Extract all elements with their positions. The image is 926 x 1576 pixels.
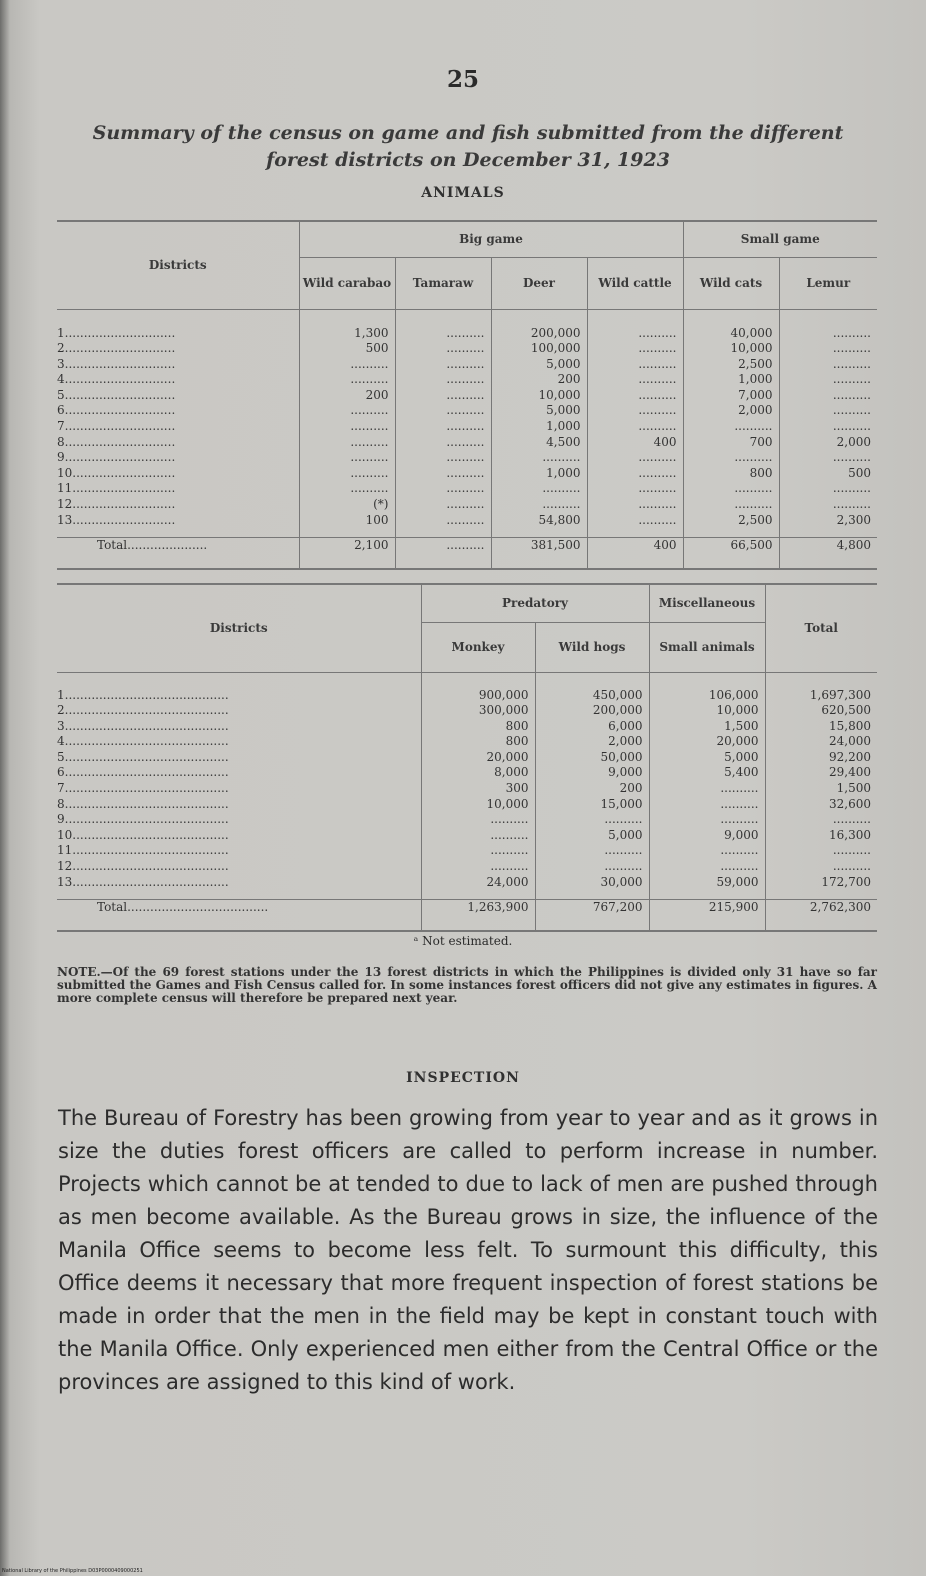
total-monkey: 1,263,900 (421, 899, 535, 931)
big-small-game-table (57, 220, 877, 570)
wild-carabao-header: Wild carabao (299, 257, 395, 309)
small-animals-header: Small animals (649, 622, 765, 672)
footer-credit: National Library of the Philippines D03P0000409000251 (2, 1568, 143, 1574)
total-header: Total (765, 584, 877, 672)
monkey-values: 900,000 300,000 800 800 20,000 8,000 300 10,000 .......... .......... .......... .......... 24,000 (421, 672, 535, 899)
total-lemur: 4,800 (779, 537, 877, 569)
districts-header: Districts (57, 221, 299, 309)
district-list: 1............................. 2............................. 3............................. 4............................. 5............................. 6............................. 7............................. 8............................. 9............................. 10........................... 11........................... 12........................... 13........................... (57, 325, 176, 527)
districts-header: Districts (57, 584, 421, 672)
page-number: 25 (446, 66, 479, 93)
wild-cattle-header: Wild cattle (587, 257, 683, 309)
footnote: ᵃ Not estimated. (413, 934, 513, 948)
tamaraw-values: .......... .......... .......... .......... .......... .......... .......... .......... .......... .......... .......... .......... .......... (395, 309, 491, 537)
total-label: Total..................................... (57, 899, 421, 931)
miscellaneous-header: Miscellaneous (649, 584, 765, 622)
caption-line-1: Summary of the census on game and fish submitted from the different (92, 122, 844, 144)
wild-cattle-values: .......... .......... .......... .......... .......... .......... .......... 400 .......... .......... .......... .......... .......... (587, 309, 683, 537)
wild-hogs-values: 450,000 200,000 6,000 2,000 50,000 9,000 200 15,000 .......... 5,000 .......... .......... 30,000 (535, 672, 649, 899)
big-game-header: Big game (299, 221, 683, 257)
total-deer: 381,500 (491, 537, 587, 569)
total-wild-hogs: 767,200 (535, 899, 649, 931)
monkey-header: Monkey (421, 622, 535, 672)
wild-hogs-header: Wild hogs (535, 622, 649, 672)
section-inspection-heading: INSPECTION (406, 1070, 520, 1086)
wild-cats-values: 40,000 10,000 2,500 1,000 7,000 2,000 .......... 700 .......... 800 .......... .......... 2,500 (683, 309, 779, 537)
lemur-header: Lemur (779, 257, 877, 309)
total-values: 1,697,300 620,500 15,800 24,000 92,200 29,400 1,500 32,600 .......... 16,300 .......... .......... 172,700 (765, 672, 877, 899)
total-row (57, 537, 877, 569)
caption-line-2: forest districts on December 31, 1923 (266, 149, 670, 171)
total-wild-cats: 66,500 (683, 537, 779, 569)
total-label: Total..................... (57, 537, 299, 569)
deer-header: Deer (491, 257, 587, 309)
lemur-values: .......... .......... .......... .......... .......... .......... .......... 2,000 .......... 500 .......... .......... 2,300 (779, 309, 877, 537)
note-paragraph: NOTE.—Of the 69 forest stations under the 13 forest districts in which the Philippines is divided only 31 have so far submitted the Games and Fish Census called for. In some instances forest officers did not give any estimates in figures. A more complete census will therefore be prepared next year. (57, 965, 877, 1005)
small-animals-values: 106,000 10,000 1,500 20,000 5,000 5,400 .......... .......... .......... 9,000 .......... .......... 59,000 (649, 672, 765, 899)
total-tamaraw: .......... (395, 537, 491, 569)
total-total: 2,762,300 (765, 899, 877, 931)
deer-values: 200,000 100,000 5,000 200 10,000 5,000 1,000 4,500 .......... 1,000 .......... .......... 54,800 (491, 309, 587, 537)
total-row (57, 899, 877, 931)
section-animals-heading: ANIMALS (421, 185, 505, 201)
wild-cats-header: Wild cats (683, 257, 779, 309)
table-caption (56, 120, 880, 174)
tamaraw-header: Tamaraw (395, 257, 491, 309)
predatory-header: Predatory (421, 584, 649, 622)
total-wild-cattle: 400 (587, 537, 683, 569)
wild-carabao-values: 1,300 500 .......... .......... 200 .......... .......... .......... .......... .......... .......... (*) 100 (299, 309, 395, 537)
small-game-header: Small game (683, 221, 877, 257)
district-list: 1........................................... 2........................................... 3........................................... 4........................................... 5........................................... 6........................................... 7........................................... 8........................................... 9........................................... 10......................................... 11......................................... 12......................................... 13......................................... (57, 687, 229, 889)
total-small-animals: 215,900 (649, 899, 765, 931)
inspection-paragraph: The Bureau of Forestry has been growing from year to year and as it grows in size the duties forest officers are called to perform increase in number. Projects which cannot be at tended to due to lack of men are pushed through as men become available. As the Bureau grows in size, the influence of the Manila Office seems to become less felt. To surmount this difficulty, this Office deems it necessary that more frequent inspection of forest stations be made in order that the men in the field may be kept in constant touch with the Manila Office. Only experienced men either from the Central Office or the provinces are assigned to this kind of work. (58, 1106, 878, 1394)
predatory-misc-table (57, 583, 877, 932)
total-wild-carabao: 2,100 (299, 537, 395, 569)
